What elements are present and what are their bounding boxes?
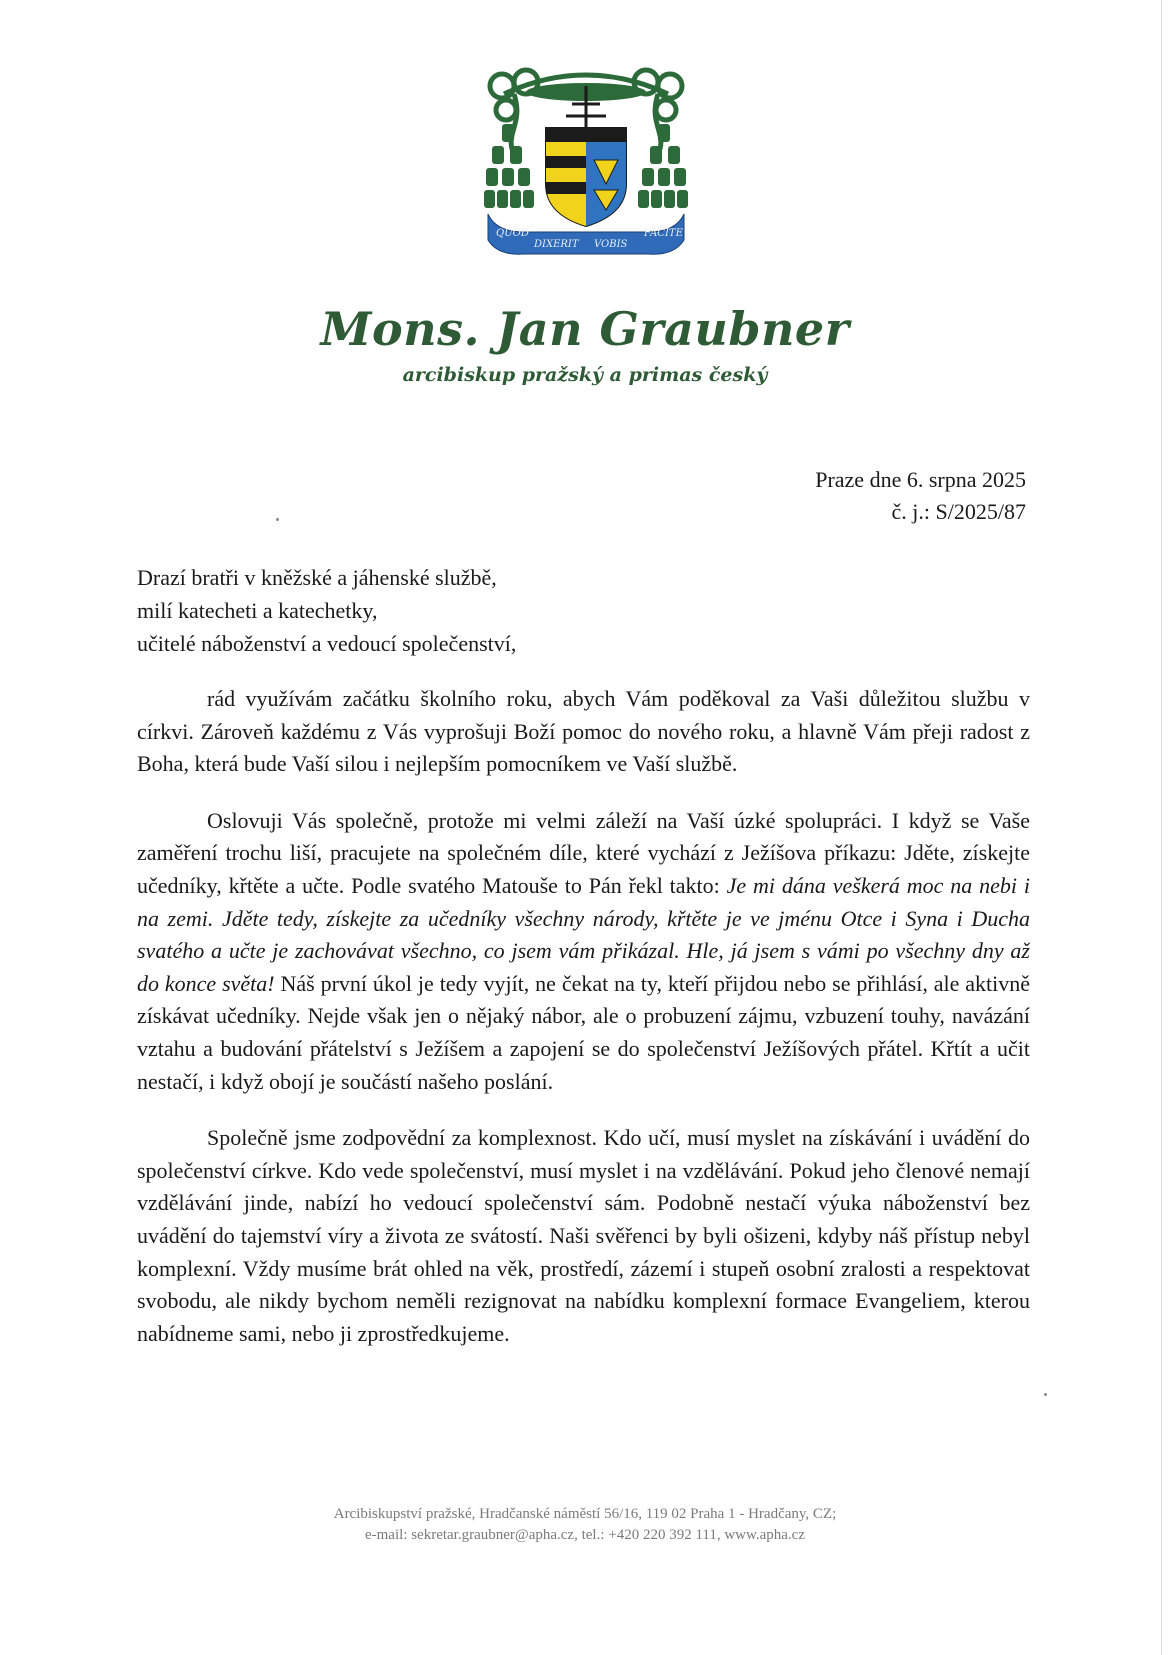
paragraph-2-rest: Náš první úkol je tedy vyjít, ne čekat na ty, kteří přijdou nebo se přihlásí, ale aktivně získávat učedníky. Nejde však jen o nějaký nábor, ale o probuzení zájmu, vzbuzení touhy, navázání vztahu a budování přátelství s Ježíšem a zapojení se do společenství Ježíšových přátel. Křtít a učit nestačí, i když obojí je součástí našeho poslání. <box>137 970 1031 1094</box>
scan-speck <box>1044 1393 1047 1396</box>
greeting-line: Drazí bratři v kněžské a jáhenské službě, <box>137 565 497 590</box>
greeting <box>137 561 516 660</box>
sender-name: Mons. Jan Graubner <box>320 302 850 356</box>
letterhead <box>300 300 870 388</box>
paragraph-3: Společně jsme zodpovědní za komplexnost. Kdo učí, musí myslet na získávání i uvádění do společenství církve. Kdo vede společenství, musí myslet i na vzdělávání. Pokud jeho členové nemají vzdělávání jinde, nabízí ho vedoucí společenství sám. Podobně nestačí výuka náboženství bez uvádění do tajemství víry a života ze svátostí. Naši svěřenci by byli ošizeni, kdyby náš přístup nebyl komplexní. Vždy musíme brát ohled na věk, prostředí, zázemí i stupeň osobní zralosti a respektovat svobodu, ale nikdy bychom neměli rezignovat na nabídku komplexní formace Evangeliem, kterou nabídneme sami, nebo ji zprostředkujeme. <box>137 1125 1030 1346</box>
paragraph-1: rád využívám začátku školního roku, abych Vám poděkoval za Vaši důležitou službu v církvi. Zároveň každému z Vás vyprošuji Boží pomoc do nového roku, a hlavně Vám přeji radost z Boha, která bude Vaší silou i nejlepším pomocníkem ve Vaší službě. <box>137 686 1030 777</box>
coat-of-arms-icon <box>484 64 688 264</box>
motto-word-2: DIXERIT <box>534 239 579 250</box>
paragraph-2-intro: Oslovuji Vás společně, protože mi velmi záleží na Vaší úzké spolupráci. I když se Vaše zaměření trochu liší, pracujete na společném díle, které vychází z Ježíšova příkazu: Jděte, získejte učedníky, křtěte a učte. Podle svatého Matouše to Pán řekl takto: <box>137 807 1030 898</box>
letter-meta <box>815 464 1026 528</box>
greeting-line: učitelé náboženství a vedoucí společenství, <box>137 631 517 656</box>
footer-contact: e-mail: sekretar.graubner@apha.cz, tel.: +420 220 392 111, www.apha.cz <box>364 1527 806 1543</box>
motto-word-3: VOBIS <box>594 239 628 250</box>
scripture-quote: Je mi dána veškerá moc na nebi i na zemi. Jděte tedy, získejte za učedníky všechny národy, křtěte je ve jménu Otce i Syna i Ducha svatého a učte je zachovávat všechno, co jsem vám přikázal. Hle, já jsem s vámi po všechny dny až do konce světa! <box>137 872 1030 996</box>
sender-title: arcibiskup pražský a primas český <box>402 364 768 386</box>
footer-address: Arcibiskupství pražské, Hradčanské náměstí 56/16, 119 02 Praha 1 - Hradčany, CZ; <box>333 1506 837 1522</box>
motto-word-1: QUOD <box>496 228 529 239</box>
letter-body <box>137 683 1030 1350</box>
reference-number: č. j.: S/2025/87 <box>891 499 1026 524</box>
place-date: Praze dne 6. srpna 2025 <box>815 467 1026 492</box>
motto-word-4: FACITE <box>644 228 683 239</box>
page-edge-line <box>1161 0 1162 1655</box>
paragraph-2 <box>137 805 1030 1098</box>
footer <box>240 1504 930 1546</box>
greeting-line: milí katecheti a katechetky, <box>137 598 378 623</box>
scan-speck <box>276 518 279 521</box>
